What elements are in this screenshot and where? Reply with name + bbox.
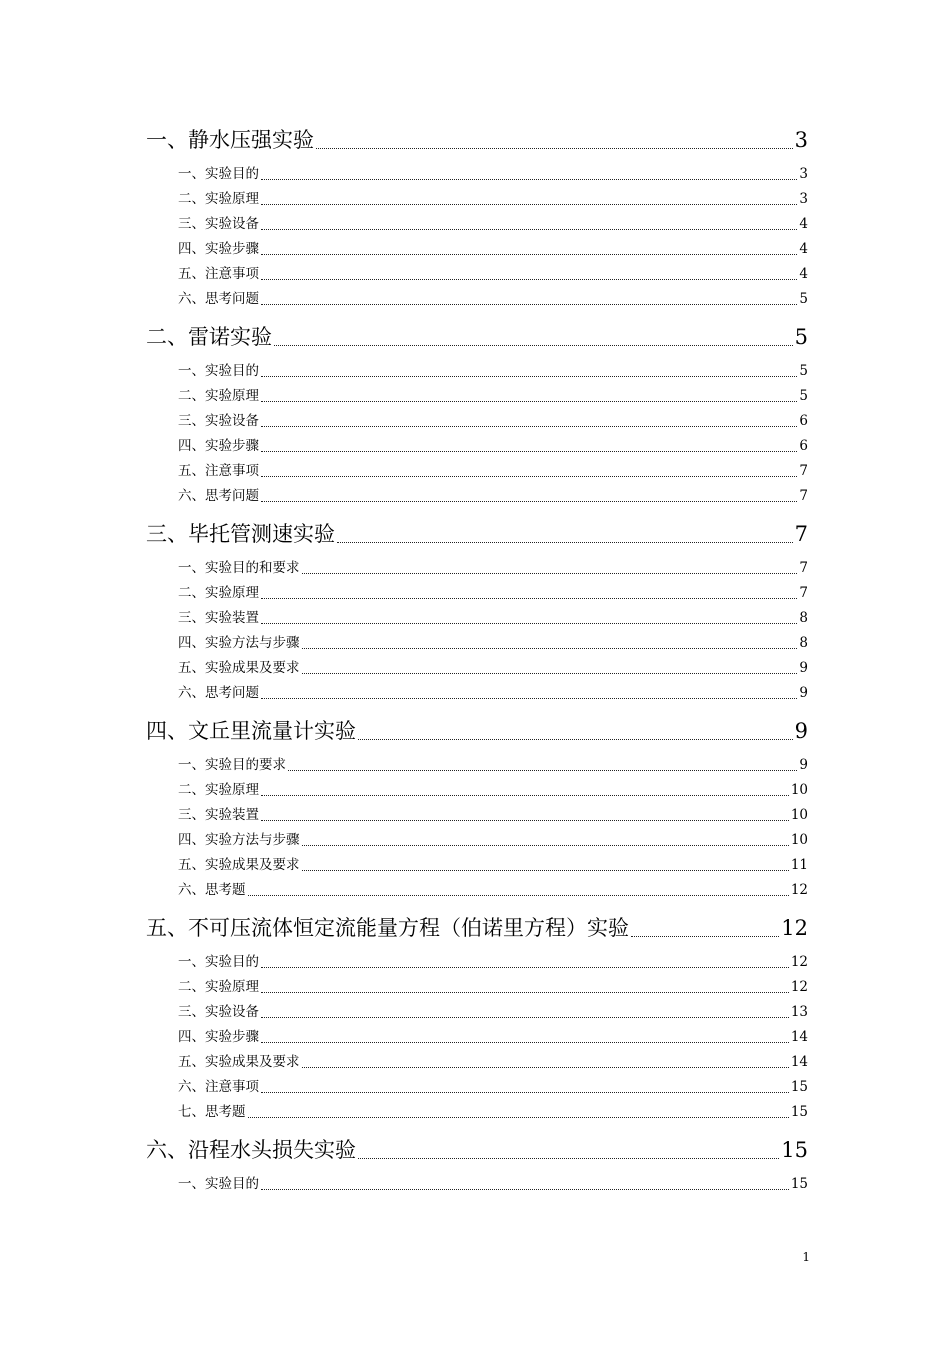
toc-section-title: 三、实验设备 <box>178 413 259 429</box>
toc-dot-leader <box>261 254 797 255</box>
toc-dot-leader <box>358 1158 779 1159</box>
toc-section-page: 7 <box>799 463 808 479</box>
toc-section-title: 一、实验目的 <box>178 166 259 182</box>
toc-section-list <box>146 1170 808 1197</box>
toc-section-title: 一、实验目的和要求 <box>178 560 300 576</box>
toc-chapter-page: 9 <box>794 719 808 743</box>
toc-dot-leader <box>261 304 797 305</box>
toc-dot-leader <box>248 895 789 896</box>
toc-section-title: 六、思考题 <box>178 882 246 898</box>
toc-section-page: 9 <box>799 685 808 701</box>
toc-section-title: 五、实验成果及要求 <box>178 1054 300 1070</box>
toc-section-title: 六、思考问题 <box>178 685 259 701</box>
toc-section-title: 七、思考题 <box>178 1104 246 1120</box>
toc-section-entry[interactable] <box>146 484 808 509</box>
toc-section-entry[interactable] <box>146 631 808 656</box>
toc-dot-leader <box>261 598 797 599</box>
toc-section-page: 15 <box>790 1176 808 1192</box>
toc-section-title: 五、实验成果及要求 <box>178 857 300 873</box>
toc-section-title: 一、实验目的要求 <box>178 757 286 773</box>
toc-section-title: 六、思考问题 <box>178 291 259 307</box>
toc-section-entry[interactable] <box>146 287 808 312</box>
toc-section-page: 4 <box>799 241 808 257</box>
toc-section-title: 二、实验原理 <box>178 191 259 207</box>
toc-section-page: 3 <box>799 191 808 207</box>
toc-dot-leader <box>302 673 798 674</box>
toc-section-entry[interactable] <box>146 556 808 581</box>
toc-section-entry[interactable] <box>146 409 808 434</box>
toc-section-entry[interactable] <box>146 262 808 287</box>
toc-section-entry[interactable] <box>146 434 808 459</box>
toc-section-title: 四、实验方法与步骤 <box>178 832 300 848</box>
toc-section-title: 二、实验原理 <box>178 782 259 798</box>
toc-section-entry[interactable] <box>146 1050 808 1075</box>
toc-dot-leader <box>261 1092 789 1093</box>
toc-dot-leader <box>337 542 793 543</box>
toc-section-title: 三、实验装置 <box>178 610 259 626</box>
toc-chapter-title: 一、静水压强实验 <box>146 128 314 152</box>
toc-section-entry[interactable] <box>146 803 808 828</box>
toc-chapter <box>146 711 808 903</box>
toc-dot-leader <box>261 204 797 205</box>
toc-chapter <box>146 1130 808 1197</box>
page-number: 1 <box>802 1250 810 1264</box>
toc-dot-leader <box>261 476 797 477</box>
toc-section-entry[interactable] <box>146 1025 808 1050</box>
toc-dot-leader <box>261 426 797 427</box>
toc-section-title: 四、实验方法与步骤 <box>178 635 300 651</box>
toc-section-entry[interactable] <box>146 656 808 681</box>
toc-section-title: 三、实验设备 <box>178 1004 259 1020</box>
toc-section-entry[interactable] <box>146 459 808 484</box>
toc-section-title: 六、注意事项 <box>178 1079 259 1095</box>
toc-dot-leader <box>261 967 789 968</box>
toc-section-entry[interactable] <box>146 853 808 878</box>
toc-chapter-page: 12 <box>781 916 808 940</box>
toc-section-title: 一、实验目的 <box>178 363 259 379</box>
toc-section-title: 三、实验装置 <box>178 807 259 823</box>
toc-dot-leader <box>261 376 797 377</box>
toc-dot-leader <box>261 623 797 624</box>
toc-section-list <box>146 554 808 706</box>
toc-section-page: 8 <box>799 635 808 651</box>
toc-chapter-entry[interactable] <box>146 711 808 751</box>
toc-dot-leader <box>261 820 789 821</box>
toc-section-entry[interactable] <box>146 606 808 631</box>
toc-section-page: 7 <box>799 488 808 504</box>
toc-chapter-entry[interactable] <box>146 514 808 554</box>
toc-section-page: 14 <box>790 1054 808 1070</box>
toc-dot-leader <box>302 870 789 871</box>
toc-section-title: 四、实验步骤 <box>178 1029 259 1045</box>
toc-section-page: 9 <box>799 660 808 676</box>
toc-section-list <box>146 948 808 1125</box>
toc-section-entry[interactable] <box>146 212 808 237</box>
toc-dot-leader <box>261 1189 789 1190</box>
toc-section-list <box>146 357 808 509</box>
toc-chapter <box>146 514 808 706</box>
toc-section-title: 五、注意事项 <box>178 266 259 282</box>
toc-chapter-page: 7 <box>794 522 808 546</box>
toc-section-page: 5 <box>799 291 808 307</box>
toc-dot-leader <box>261 1042 789 1043</box>
toc-section-page: 12 <box>790 979 808 995</box>
toc-dot-leader <box>631 936 779 937</box>
toc-section-entry[interactable] <box>146 778 808 803</box>
toc-section-page: 11 <box>790 857 808 873</box>
toc-section-entry[interactable] <box>146 950 808 975</box>
toc-dot-leader <box>261 501 797 502</box>
toc-section-page: 10 <box>790 832 808 848</box>
toc-section-list <box>146 751 808 903</box>
toc-dot-leader <box>261 451 797 452</box>
toc-section-entry[interactable] <box>146 384 808 409</box>
toc-section-entry[interactable] <box>146 359 808 384</box>
toc-section-page: 10 <box>790 807 808 823</box>
toc-chapter-entry[interactable] <box>146 908 808 948</box>
toc-dot-leader <box>302 573 798 574</box>
toc-dot-leader <box>261 401 797 402</box>
toc-chapter <box>146 317 808 509</box>
toc-section-page: 12 <box>790 882 808 898</box>
toc-section-page: 15 <box>790 1079 808 1095</box>
toc-section-title: 三、实验设备 <box>178 216 259 232</box>
toc-section-entry[interactable] <box>146 1075 808 1100</box>
toc-section-page: 10 <box>790 782 808 798</box>
toc-section-title: 一、实验目的 <box>178 1176 259 1192</box>
toc-section-entry[interactable] <box>146 681 808 706</box>
toc-section-page: 14 <box>790 1029 808 1045</box>
toc-section-title: 二、实验原理 <box>178 979 259 995</box>
toc-section-title: 六、思考问题 <box>178 488 259 504</box>
toc-chapter-title: 六、沿程水头损失实验 <box>146 1138 356 1162</box>
toc-section-title: 五、注意事项 <box>178 463 259 479</box>
toc-chapter-title: 四、文丘里流量计实验 <box>146 719 356 743</box>
toc-section-page: 4 <box>799 216 808 232</box>
toc-dot-leader <box>261 698 797 699</box>
toc-section-entry[interactable] <box>146 162 808 187</box>
toc-section-title: 一、实验目的 <box>178 954 259 970</box>
toc-section-page: 4 <box>799 266 808 282</box>
toc-dot-leader <box>288 770 797 771</box>
toc-section-title: 四、实验步骤 <box>178 241 259 257</box>
toc-dot-leader <box>261 179 797 180</box>
toc-section-page: 5 <box>799 363 808 379</box>
toc-dot-leader <box>302 1067 789 1068</box>
toc-dot-leader <box>248 1117 789 1118</box>
toc-section-page: 6 <box>799 413 808 429</box>
toc-chapter-entry[interactable] <box>146 120 808 160</box>
toc-dot-leader <box>261 279 797 280</box>
toc-section-page: 6 <box>799 438 808 454</box>
toc-chapter <box>146 908 808 1125</box>
toc-section-page: 12 <box>790 954 808 970</box>
toc-section-page: 5 <box>799 388 808 404</box>
toc-section-list <box>146 160 808 312</box>
toc-chapter-title: 五、不可压流体恒定流能量方程（伯诺里方程）实验 <box>146 916 629 940</box>
toc-section-entry[interactable] <box>146 828 808 853</box>
toc-section-page: 7 <box>799 560 808 576</box>
toc-section-title: 四、实验步骤 <box>178 438 259 454</box>
toc-dot-leader <box>274 345 793 346</box>
toc-section-page: 15 <box>790 1104 808 1120</box>
toc-section-page: 9 <box>799 757 808 773</box>
toc-dot-leader <box>261 992 789 993</box>
toc-dot-leader <box>261 229 797 230</box>
toc-dot-leader <box>302 845 789 846</box>
toc-section-page: 8 <box>799 610 808 626</box>
toc-section-entry[interactable] <box>146 237 808 262</box>
toc-section-entry[interactable] <box>146 1100 808 1125</box>
toc-section-entry[interactable] <box>146 187 808 212</box>
toc-section-entry[interactable] <box>146 1172 808 1197</box>
toc-section-entry[interactable] <box>146 878 808 903</box>
toc-dot-leader <box>358 739 793 740</box>
toc-section-page: 3 <box>799 166 808 182</box>
toc-section-entry[interactable] <box>146 581 808 606</box>
toc-section-entry[interactable] <box>146 975 808 1000</box>
toc-chapter <box>146 120 808 312</box>
table-of-contents <box>146 120 808 1202</box>
toc-dot-leader <box>316 148 793 149</box>
toc-chapter-page: 5 <box>794 325 808 349</box>
toc-section-title: 二、实验原理 <box>178 585 259 601</box>
toc-chapter-entry[interactable] <box>146 317 808 357</box>
toc-section-page: 7 <box>799 585 808 601</box>
toc-chapter-page: 3 <box>794 128 808 152</box>
toc-section-page: 13 <box>790 1004 808 1020</box>
toc-chapter-page: 15 <box>781 1138 808 1162</box>
toc-chapter-title: 三、毕托管测速实验 <box>146 522 335 546</box>
toc-section-title: 二、实验原理 <box>178 388 259 404</box>
toc-dot-leader <box>302 648 798 649</box>
toc-section-entry[interactable] <box>146 753 808 778</box>
toc-dot-leader <box>261 1017 789 1018</box>
toc-dot-leader <box>261 795 789 796</box>
toc-section-entry[interactable] <box>146 1000 808 1025</box>
toc-chapter-title: 二、雷诺实验 <box>146 325 272 349</box>
toc-chapter-entry[interactable] <box>146 1130 808 1170</box>
toc-section-title: 五、实验成果及要求 <box>178 660 300 676</box>
